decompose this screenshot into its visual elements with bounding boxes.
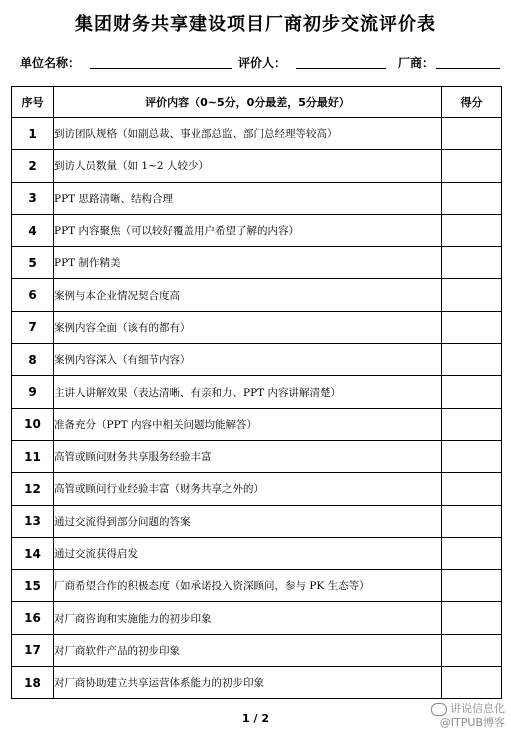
row-seq: 17 bbox=[12, 634, 54, 666]
row-seq: 13 bbox=[12, 505, 54, 537]
row-seq: 15 bbox=[12, 570, 54, 602]
table-row bbox=[12, 440, 502, 472]
table-row bbox=[12, 279, 502, 311]
page-number: 1 / 2 bbox=[242, 712, 269, 725]
watermark-line1: 讲说信息化 bbox=[450, 702, 505, 715]
row-content: 对厂商咨询和实施能力的初步印象 bbox=[54, 602, 442, 634]
row-score-cell[interactable] bbox=[442, 570, 502, 602]
row-seq: 12 bbox=[12, 473, 54, 505]
wechat-icon bbox=[431, 703, 447, 716]
row-seq: 2 bbox=[12, 150, 54, 182]
row-score-cell[interactable] bbox=[442, 602, 502, 634]
table-row bbox=[12, 118, 502, 150]
row-content: 通过交流得到部分问题的答案 bbox=[54, 505, 442, 537]
row-content: 对厂商软件产品的初步印象 bbox=[54, 634, 442, 666]
row-content: 主讲人讲解效果（表达清晰、有亲和力、PPT 内容讲解清楚） bbox=[54, 376, 442, 408]
row-score-cell[interactable] bbox=[442, 311, 502, 343]
table-row bbox=[12, 570, 502, 602]
table-row bbox=[12, 376, 502, 408]
table-row bbox=[12, 311, 502, 343]
row-content: 案例内容全面（该有的都有） bbox=[54, 311, 442, 343]
table-row bbox=[12, 247, 502, 279]
row-content: PPT 思路清晰、结构合理 bbox=[54, 182, 442, 214]
row-seq: 8 bbox=[12, 344, 54, 376]
row-seq: 1 bbox=[12, 118, 54, 150]
row-content: 对厂商协助建立共享运营体系能力的初步印象 bbox=[54, 667, 442, 699]
header-content: 评价内容（0~5分，0分最差，5分最好） bbox=[54, 87, 442, 118]
table-row bbox=[12, 408, 502, 440]
row-score-cell[interactable] bbox=[442, 150, 502, 182]
row-content: 案例内容深入（有细节内容） bbox=[54, 344, 442, 376]
info-row bbox=[20, 50, 500, 76]
row-score-cell[interactable] bbox=[442, 182, 502, 214]
row-seq: 4 bbox=[12, 214, 54, 246]
row-score-cell[interactable] bbox=[442, 118, 502, 150]
table-row bbox=[12, 602, 502, 634]
table-row bbox=[12, 634, 502, 666]
row-score-cell[interactable] bbox=[442, 376, 502, 408]
unit-name-field[interactable] bbox=[90, 50, 232, 69]
row-seq: 11 bbox=[12, 440, 54, 472]
row-seq: 18 bbox=[12, 667, 54, 699]
table-row bbox=[12, 182, 502, 214]
header-score: 得分 bbox=[442, 87, 502, 118]
row-score-cell[interactable] bbox=[442, 214, 502, 246]
row-score-cell[interactable] bbox=[442, 408, 502, 440]
table-row bbox=[12, 214, 502, 246]
header-seq: 序号 bbox=[12, 87, 54, 118]
row-seq: 16 bbox=[12, 602, 54, 634]
row-score-cell[interactable] bbox=[442, 505, 502, 537]
row-content: 高管或顾问行业经验丰富（财务共享之外的） bbox=[54, 473, 442, 505]
row-score-cell[interactable] bbox=[442, 473, 502, 505]
row-seq: 5 bbox=[12, 247, 54, 279]
row-content: 到访人员数量（如 1~2 人较少） bbox=[54, 150, 442, 182]
table-row bbox=[12, 667, 502, 699]
vendor-field[interactable] bbox=[436, 50, 500, 69]
row-content: 案例与本企业情况契合度高 bbox=[54, 279, 442, 311]
evaluation-table bbox=[11, 86, 502, 699]
table-row bbox=[12, 473, 502, 505]
row-score-cell[interactable] bbox=[442, 247, 502, 279]
row-content: 厂商希望合作的积极态度（如承诺投入资深顾问，参与 PK 生态等） bbox=[54, 570, 442, 602]
row-score-cell[interactable] bbox=[442, 440, 502, 472]
table-header-row bbox=[12, 87, 502, 118]
row-content: 通过交流获得启发 bbox=[54, 537, 442, 569]
table-row bbox=[12, 150, 502, 182]
table-row bbox=[12, 505, 502, 537]
document-title: 集团财务共享建设项目厂商初步交流评价表 bbox=[75, 14, 436, 35]
vendor-label: 厂商： bbox=[398, 56, 435, 70]
row-score-cell[interactable] bbox=[442, 344, 502, 376]
row-content: 到访团队规格（如副总裁、事业部总监、部门总经理等较高） bbox=[54, 118, 442, 150]
row-seq: 9 bbox=[12, 376, 54, 408]
row-content: PPT 制作精美 bbox=[54, 247, 442, 279]
row-content: 高管或顾问财务共享服务经验丰富 bbox=[54, 440, 442, 472]
row-score-cell[interactable] bbox=[442, 667, 502, 699]
table-body bbox=[12, 118, 502, 699]
row-seq: 3 bbox=[12, 182, 54, 214]
evaluator-label: 评价人： bbox=[238, 56, 287, 70]
row-content: 准备充分（PPT 内容中相关问题均能解答） bbox=[54, 408, 442, 440]
row-seq: 7 bbox=[12, 311, 54, 343]
row-score-cell[interactable] bbox=[442, 634, 502, 666]
row-content: PPT 内容聚焦（可以较好覆盖用户希望了解的内容） bbox=[54, 214, 442, 246]
table-row bbox=[12, 537, 502, 569]
row-score-cell[interactable] bbox=[442, 537, 502, 569]
row-seq: 6 bbox=[12, 279, 54, 311]
watermark-line2: @ITPUB博客 bbox=[439, 715, 505, 729]
row-score-cell[interactable] bbox=[442, 279, 502, 311]
row-seq: 14 bbox=[12, 537, 54, 569]
table-row bbox=[12, 344, 502, 376]
watermark bbox=[431, 702, 505, 729]
evaluator-field[interactable] bbox=[296, 50, 386, 69]
row-seq: 10 bbox=[12, 408, 54, 440]
unit-name-label: 单位名称： bbox=[20, 56, 81, 70]
